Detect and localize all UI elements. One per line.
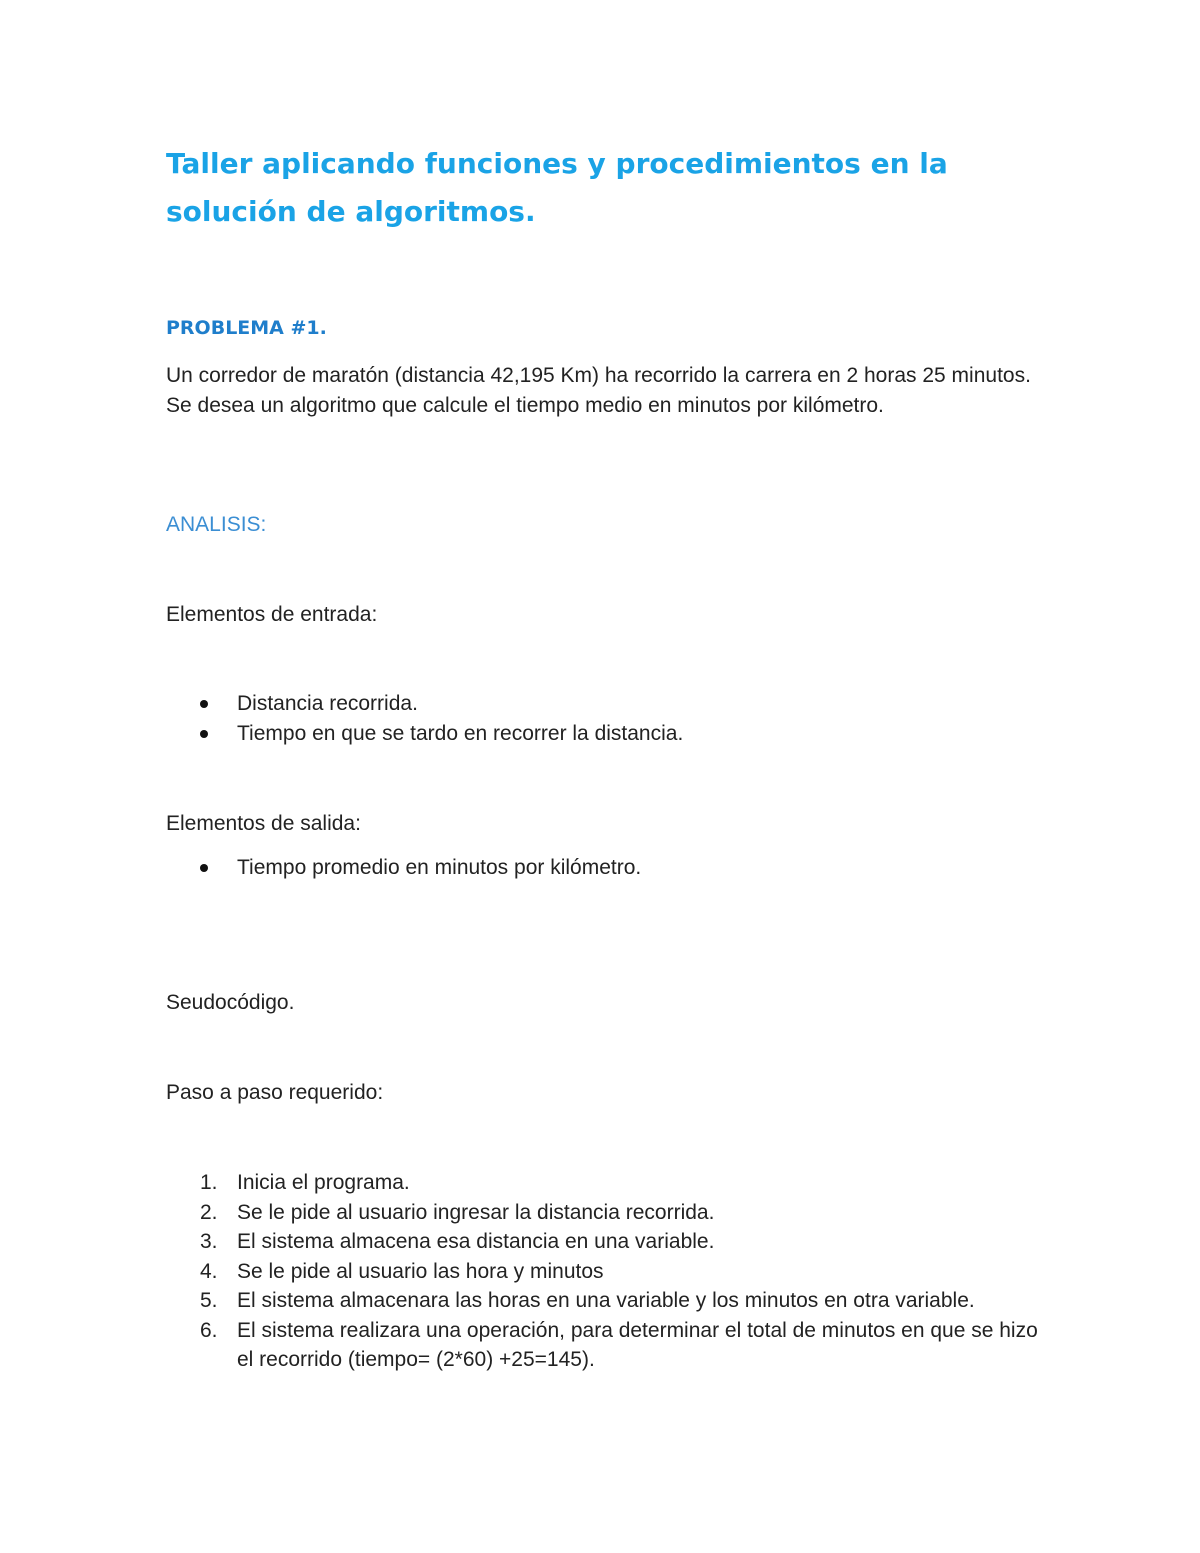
analysis-label: ANALISIS: [166, 513, 267, 536]
step-text: El sistema almacena esa distancia en una variable. [237, 1230, 715, 1253]
step-number: 6. [200, 1318, 218, 1342]
list-item [166, 1198, 1046, 1228]
bullet-icon [200, 700, 208, 708]
step-number: 4. [200, 1259, 218, 1283]
step-number: 3. [200, 1230, 218, 1253]
bullet-icon [200, 864, 208, 872]
step-text: El sistema realizara una operación, para determinar el total de minutos en que se hizo el recorrido (tiempo= (2*60) +25=145). [237, 1318, 1038, 1371]
document-title: Taller aplicando funciones y procedimientos en la solución de algoritmos. [166, 147, 948, 228]
list-item-text: Tiempo promedio en minutos por kilómetro. [237, 856, 642, 879]
output-elements-label: Elementos de salida: [166, 812, 361, 835]
list-item [166, 1316, 1046, 1375]
pseudocode-label: Seudocódigo. [166, 991, 295, 1014]
list-item [166, 853, 1046, 883]
steps-list [166, 1168, 1046, 1375]
list-item [166, 1257, 1046, 1287]
problem-statement: Un corredor de maratón (distancia 42,195 Km) ha recorrido la carrera en 2 horas 25 minutos. Se desea un algoritmo que calcule el tiempo medio en minutos por kilómetro. [166, 364, 1031, 417]
step-text: Se le pide al usuario ingresar la distancia recorrida. [237, 1200, 715, 1224]
input-elements-label: Elementos de entrada: [166, 603, 378, 626]
list-item [166, 1227, 1046, 1257]
list-item-text: Distancia recorrida. [237, 692, 418, 715]
step-number: 2. [200, 1200, 218, 1224]
output-elements-list [166, 853, 1046, 883]
step-number: 5. [200, 1289, 218, 1312]
step-text: Se le pide al usuario las hora y minutos [237, 1259, 604, 1283]
list-item [166, 1286, 1046, 1316]
bullet-icon [200, 730, 208, 738]
list-item [166, 689, 1046, 719]
step-number: 1. [200, 1171, 218, 1194]
list-item [166, 719, 1046, 749]
steps-label: Paso a paso requerido: [166, 1081, 384, 1104]
list-item [166, 1168, 1046, 1198]
step-text: El sistema almacenara las horas en una variable y los minutos en otra variable. [237, 1289, 975, 1312]
input-elements-list [166, 689, 1046, 748]
step-text: Inicia el programa. [237, 1171, 410, 1194]
problem-heading: PROBLEMA #1. [166, 317, 327, 339]
list-item-text: Tiempo en que se tardo en recorrer la distancia. [237, 721, 684, 745]
